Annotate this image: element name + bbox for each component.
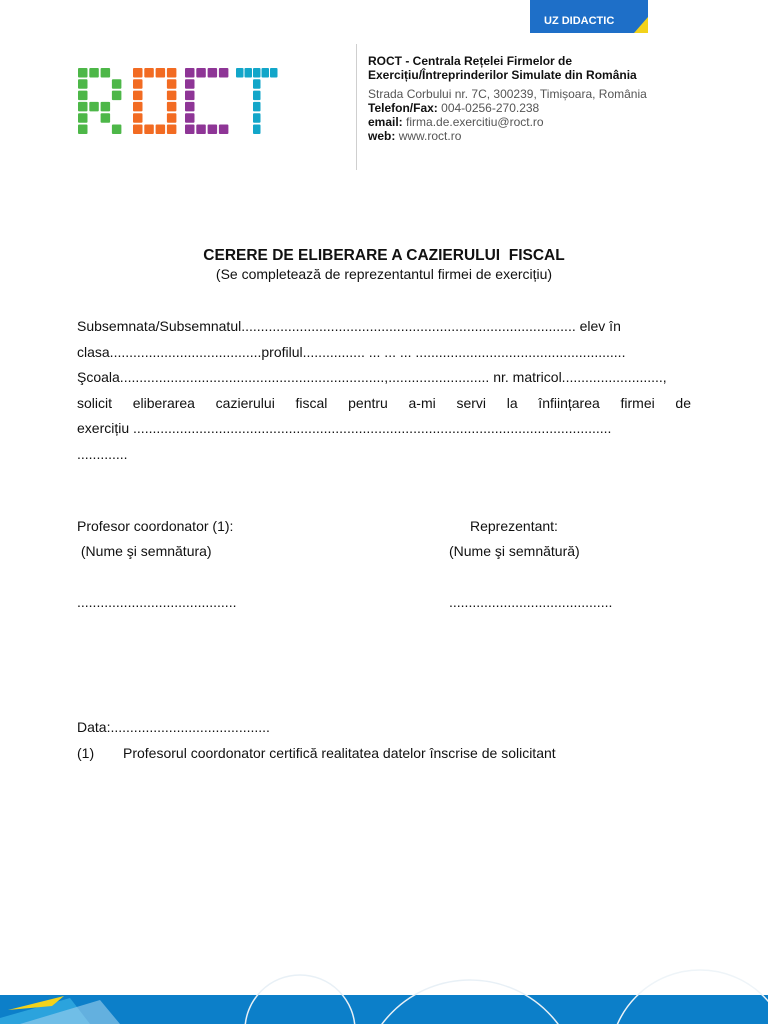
phone-label: Telefon/Fax: <box>368 101 438 115</box>
logo-block <box>185 113 195 123</box>
logo-block <box>253 125 261 135</box>
body-line-1: Subsemnata/Subsemnatul...................................................................................... elev în <box>77 318 621 334</box>
logo-block <box>78 125 88 135</box>
phone-value: 004-0256-270.238 <box>441 101 540 115</box>
professor-sub: (Nume şi semnătura) <box>77 543 212 559</box>
representative-signature-line: .......................................... <box>449 594 613 610</box>
org-name-line1: ROCT - Centrala Rețelei Firmelor de <box>368 54 573 68</box>
logo-block <box>185 68 195 78</box>
logo-block <box>78 68 88 78</box>
email-label: email: <box>368 115 403 129</box>
org-phone <box>368 101 647 115</box>
logo-block <box>133 68 143 78</box>
logo-block <box>236 68 244 78</box>
logo-block <box>196 125 206 135</box>
logo-block <box>89 68 99 78</box>
org-name-line2: Exercițiu/Întreprinderilor Simulate din România <box>368 68 637 82</box>
footer-arc-2 <box>360 980 580 1024</box>
logo-block <box>253 68 261 78</box>
body-line-5: exercițiu ........................................................................................................................... <box>77 420 612 436</box>
logo-block <box>112 91 122 101</box>
logo-letter-t <box>236 68 278 134</box>
request-body <box>77 314 691 467</box>
body-line-6: ............. <box>77 445 128 462</box>
logo-block <box>133 91 143 101</box>
org-web <box>368 129 647 143</box>
logo-block <box>185 91 195 101</box>
document-subtitle: (Se completează de reprezentantul firmei de exercițiu) <box>215 266 553 282</box>
logo-block <box>101 102 111 112</box>
document-title: CERERE DE ELIBERARE A CAZIERULUI FISCAL <box>203 247 565 264</box>
professor-signature-line: ......................................... <box>77 594 237 610</box>
representative-sub: (Nume şi semnătură) <box>449 543 580 559</box>
logo-block <box>156 68 166 78</box>
logo-block <box>101 113 111 123</box>
web-value: www.roct.ro <box>398 129 462 143</box>
footnote-number: (1) <box>77 745 95 761</box>
logo-block <box>167 113 177 123</box>
body-line-4: solicit eliberarea cazierului fiscal pentru a-mi servi la înființarea firmei de <box>77 394 691 411</box>
footnote-text: Profesorul coordonator certifică realitatea datelor înscrise de solicitant <box>123 745 556 761</box>
uz-didactic-tag: UZ DIDACTIC <box>530 0 648 33</box>
email-value: firma.de.exercitiu@roct.ro <box>406 115 544 129</box>
logo-block <box>144 125 154 135</box>
logo-block <box>78 79 88 89</box>
date-line: Data:......................................... <box>77 719 270 735</box>
logo-block <box>270 68 278 78</box>
logo-letter-c <box>185 68 228 134</box>
logo-block <box>167 102 177 112</box>
logo-block <box>253 79 261 89</box>
logo-block <box>253 102 261 112</box>
logo-block <box>219 68 229 78</box>
tag-corner-decoration <box>634 17 648 33</box>
logo-block <box>133 79 143 89</box>
professor-label: Profesor coordonator (1): <box>77 518 234 534</box>
logo-block <box>112 125 122 135</box>
logo-block <box>208 68 218 78</box>
header-divider <box>356 44 357 170</box>
logo-block <box>167 91 177 101</box>
representative-label: Reprezentant: <box>470 518 558 534</box>
organization-info <box>368 54 647 143</box>
logo-block <box>208 125 218 135</box>
logo-block <box>253 91 261 101</box>
logo-block <box>245 68 253 78</box>
logo-block <box>185 102 195 112</box>
logo-block <box>89 102 99 112</box>
org-email <box>368 115 647 129</box>
logo-block <box>253 113 261 123</box>
footer-arc-3 <box>610 970 768 1024</box>
logo-block <box>219 125 229 135</box>
web-label: web: <box>368 129 396 143</box>
logo-block <box>101 68 111 78</box>
body-line-3: Şcoala....................................................................,.......................... nr. matricol.........................., <box>77 369 667 385</box>
logo-block <box>185 125 195 135</box>
footer-arc-1 <box>245 975 355 1024</box>
logo-letter-r <box>78 68 121 134</box>
logo-block <box>167 79 177 89</box>
logo-block <box>196 68 206 78</box>
logo-block <box>167 68 177 78</box>
logo-block <box>167 125 177 135</box>
logo-block <box>78 113 88 123</box>
logo-block <box>112 79 122 89</box>
roct-logo <box>78 68 278 138</box>
logo-letter-o <box>133 68 176 134</box>
body-line-2: clasa.......................................profilul................ ... ... ... ...................................................... <box>77 343 626 360</box>
logo-block <box>133 113 143 123</box>
logo-block <box>262 68 270 78</box>
logo-block <box>78 102 88 112</box>
org-address: Strada Corbului nr. 7C, 300239, Timișoara, România <box>368 87 647 101</box>
logo-block <box>156 125 166 135</box>
logo-block <box>185 79 195 89</box>
footer-decoration <box>0 940 768 1024</box>
logo-block <box>133 102 143 112</box>
logo-block <box>78 91 88 101</box>
logo-block <box>144 68 154 78</box>
logo-block <box>133 125 143 135</box>
